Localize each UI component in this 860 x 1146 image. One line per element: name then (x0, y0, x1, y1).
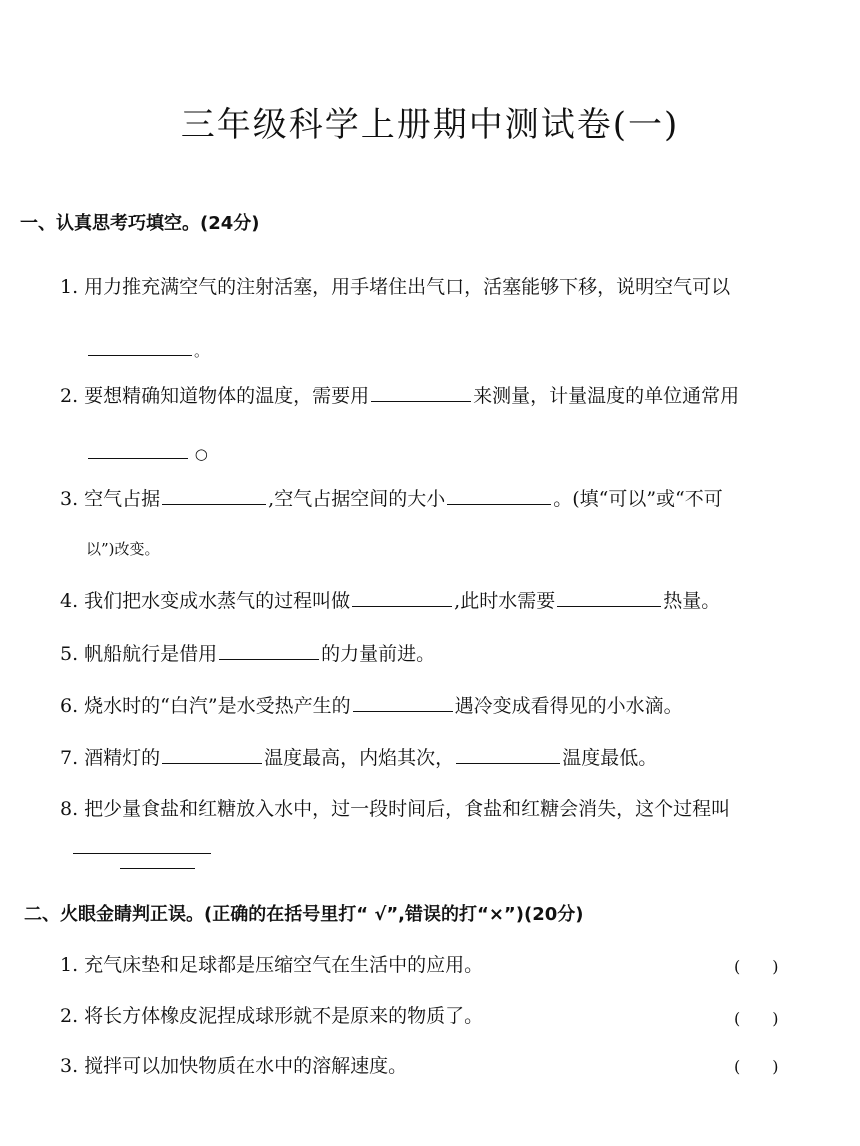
answer-blank[interactable] (88, 335, 192, 356)
answer-blank[interactable] (456, 743, 560, 764)
question-6 (60, 691, 683, 718)
question-3 (60, 484, 723, 511)
page-title: 三年级科学上册期中测试卷(一) (180, 105, 680, 145)
question-6-part-a: 6. 烧水时的“白汽”是水受热产生的 (60, 695, 351, 717)
answer-blank[interactable] (557, 586, 661, 607)
judgement-item-3: 3. 搅拌可以加快物质在水中的溶解速度。 (60, 1055, 408, 1077)
answer-parentheses[interactable]: ( ) (734, 1009, 779, 1028)
question-4 (60, 586, 720, 613)
question-2-part-a: 2. 要想精确知道物体的温度，需要用 (60, 385, 370, 407)
question-3-part-a: 3. 空气占据 (60, 488, 161, 510)
question-5-part-a: 5. 帆船航行是借用 (60, 643, 218, 665)
punctuation: ○ (194, 445, 208, 463)
question-7-part-c: 温度最低。 (562, 747, 658, 769)
question-7-part-b: 温度最高，内焰其次， (264, 747, 455, 769)
answer-blank[interactable] (162, 743, 262, 764)
answer-blank[interactable] (352, 586, 452, 607)
question-8 (60, 794, 730, 821)
section-2-heading: 二、火眼金睛判正误。(正确的在括号里打“ √”,错误的打“×”)(20分) (24, 904, 584, 925)
question-5 (60, 639, 435, 666)
answer-blank[interactable] (162, 484, 266, 505)
question-3-continued: 以”)改变。 (86, 540, 160, 558)
judgement-item-2: 2. 将长方体橡皮泥捏成球形就不是原来的物质了。 (60, 1005, 484, 1027)
judgement-item-1: 1. 充气床垫和足球都是压缩空气在生活中的应用。 (60, 954, 484, 976)
question-1-answer-line (86, 335, 209, 361)
answer-blank[interactable] (353, 691, 453, 712)
answer-blank[interactable] (120, 868, 195, 869)
question-1-text: 1. 用力推充满空气的注射活塞，用手堵住出气口，活塞能够下移，说明空气可以 (60, 276, 731, 298)
question-1 (60, 272, 730, 299)
answer-blank[interactable] (73, 853, 211, 854)
answer-blank[interactable] (88, 438, 188, 459)
question-4-part-b: ,此时水需要 (454, 590, 556, 612)
question-7 (60, 743, 657, 770)
question-4-part-c: 热量。 (663, 590, 721, 612)
answer-parentheses[interactable]: ( ) (734, 957, 779, 976)
question-2 (60, 381, 739, 408)
question-2-answer-line (86, 438, 208, 463)
question-5-part-b: 的力量前进。 (321, 643, 436, 665)
question-8-text: 8. 把少量食盐和红糖放入水中，过一段时间后，食盐和红糖会消失，这个过程叫 (60, 798, 731, 820)
question-3-part-c: 。(填“可以”或“不可 (553, 488, 723, 510)
answer-blank[interactable] (219, 639, 319, 660)
question-2-part-b: 来测量，计量温度的单位通常用 (473, 385, 740, 407)
answer-blank[interactable] (447, 484, 551, 505)
question-3-part-b: ,空气占据空间的大小 (268, 488, 446, 510)
question-7-part-a: 7. 酒精灯的 (60, 747, 161, 769)
section-1-heading: 一、认真思考巧填空。(24分) (20, 213, 260, 234)
answer-parentheses[interactable]: ( ) (734, 1057, 779, 1076)
answer-blank[interactable] (371, 381, 471, 402)
question-4-part-a: 4. 我们把水变成水蒸气的过程叫做 (60, 590, 351, 612)
question-6-part-b: 遇冷变成看得见的小水滴。 (454, 695, 683, 717)
punctuation: 。 (194, 342, 210, 360)
